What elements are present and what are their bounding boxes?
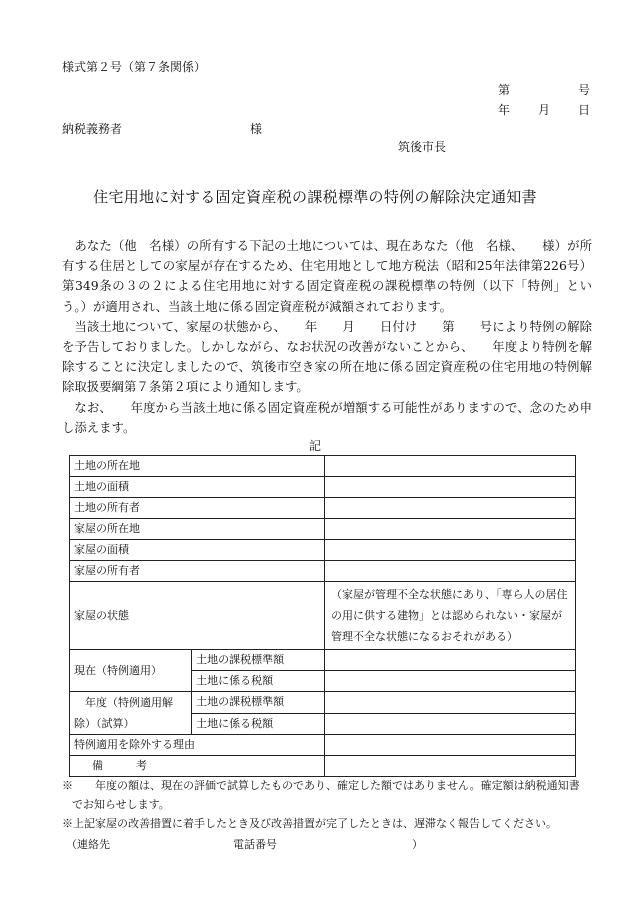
- table-row: [70, 756, 576, 777]
- remarks-label: 備 考: [70, 756, 325, 777]
- land-owner-label: 土地の所有者: [70, 498, 325, 519]
- body-paragraph-3: なお、 年度から当該土地に係る固定資産税が増額する可能性がありますので、念のため申し添えます。: [62, 399, 592, 435]
- current-label: 現在（特例適用）: [70, 650, 192, 692]
- table-row: [70, 735, 576, 756]
- land-location-value: [325, 456, 576, 477]
- after-label: 年度（特例適用解除）（試算）: [70, 692, 192, 735]
- table-row: [70, 540, 576, 561]
- reason-value: [325, 735, 576, 756]
- ki-heading: 記: [308, 439, 321, 453]
- footnote-2: ※上記家屋の改善措置に着手したとき及び改善措置が完了したときは、遅滞なく報告してください。: [62, 817, 557, 830]
- document-date: [498, 101, 590, 118]
- table-row: [70, 582, 576, 650]
- house-location-value: [325, 519, 576, 540]
- house-state-note: （家屋が管理不全な状態にあり、「専ら人の居住の用に供する建物」とは認められない・家屋が管理不全な状態になるおそれがある）: [325, 582, 576, 650]
- after-tax-amount-label: 土地に係る税額: [192, 713, 325, 735]
- date-day: 日: [577, 103, 590, 117]
- footnote-1: ※ 年度の額は、現在の評価で試算したものであり、確定した額ではありません。確定額は納税通知書: [62, 779, 580, 792]
- house-state-label: 家屋の状態: [70, 582, 325, 650]
- page-title: 住宅用地に対する固定資産税の課税標準の特例の解除決定通知書: [93, 188, 537, 206]
- table-row: [70, 561, 576, 582]
- phone-label: 電話番号: [233, 838, 277, 851]
- taxpayer-label: 納税義務者: [62, 122, 123, 136]
- current-tax-amount-value: [325, 671, 576, 692]
- document-number: [498, 81, 590, 98]
- land-location-label: 土地の所在地: [70, 456, 325, 477]
- number-prefix: 第: [498, 83, 511, 97]
- table-row: [70, 456, 576, 477]
- form-number: 様式第２号（第７条関係）: [62, 60, 207, 74]
- current-tax-amount-label: 土地に係る税額: [192, 671, 325, 692]
- contact-line: [66, 836, 423, 852]
- land-area-value: [325, 477, 576, 498]
- table-row: [70, 519, 576, 540]
- honorific: 様: [250, 122, 263, 136]
- remarks-value: [325, 756, 576, 777]
- house-area-label: 家屋の面積: [70, 540, 325, 561]
- contact-close: ）: [412, 838, 423, 851]
- after-tax-base-value: [325, 692, 576, 714]
- contact-label: （連絡先: [66, 838, 110, 851]
- details-table: [69, 455, 576, 777]
- body-paragraph-2: 当該土地について、家屋の状態から、 年 月 日付け 第 号により特例の解除を予告しておりました。しかしながら、なお状況の改善がないことから、 年度より特例を解除することに決定しましたので、筑後市空き家の所在地に係る固定資産税の住宅用地の特例解除取扱要綱第７条第２項により通知します。: [62, 318, 592, 395]
- reason-label: 特例適用を除外する理由: [70, 735, 325, 756]
- table-row: [70, 477, 576, 498]
- house-owner-value: [325, 561, 576, 582]
- body-text: [62, 236, 592, 438]
- after-tax-base-label: 土地の課税標準額: [192, 692, 325, 714]
- house-owner-label: 家屋の所有者: [70, 561, 325, 582]
- table-row: [70, 498, 576, 519]
- footnote-1-continued: でお知らせします。: [72, 798, 170, 811]
- date-year: 年: [498, 103, 511, 117]
- current-tax-base-value: [325, 650, 576, 671]
- land-area-label: 土地の面積: [70, 477, 325, 498]
- table-row: [70, 692, 576, 714]
- house-location-label: 家屋の所在地: [70, 519, 325, 540]
- body-paragraph-1: あなた（他 名様）の所有する下記の土地については、現在あなた（他 名様、 様）が所有する住居としての家屋が存在するため、住宅用地として地方税法（昭和25年法律第226号）第349条の３の２による住宅用地に対する固定資産税の課税標準の特例（以下「特例」という。）が適用され、当該土地に係る固定資産税が減額されております。: [62, 238, 592, 314]
- current-tax-base-label: 土地の課税標準額: [192, 650, 325, 671]
- after-tax-amount-value: [325, 713, 576, 735]
- issuer: 筑後市長: [398, 140, 447, 154]
- footnotes: [62, 776, 592, 833]
- table-row: [70, 650, 576, 671]
- house-area-value: [325, 540, 576, 561]
- number-suffix: 号: [577, 83, 590, 97]
- land-owner-value: [325, 498, 576, 519]
- date-month: 月: [537, 103, 550, 117]
